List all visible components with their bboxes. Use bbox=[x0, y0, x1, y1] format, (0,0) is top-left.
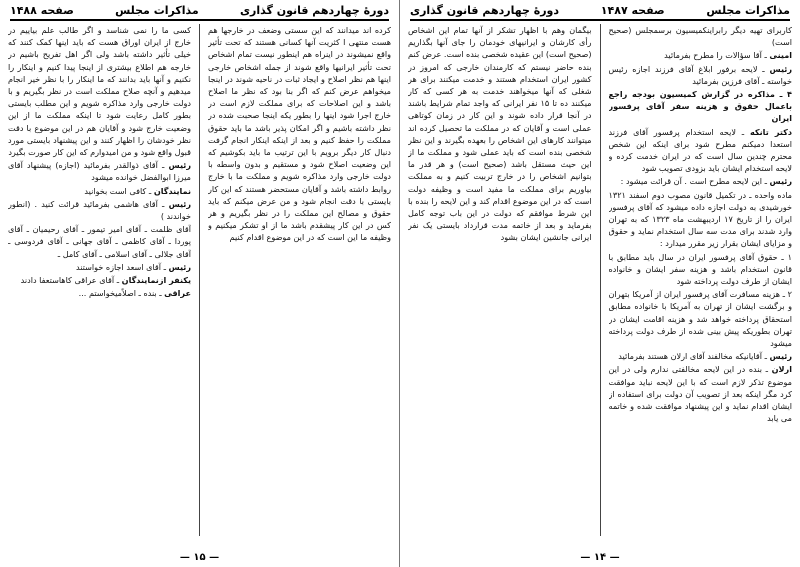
speech bbox=[609, 49, 793, 61]
speaker-name: نمایندگان bbox=[153, 185, 191, 196]
speech bbox=[609, 175, 793, 187]
paragraph: کرده اند میدانند که این سستی وضعف در خارجها هم هست منتهی ا کثریت آنها کسانی هستند که تحت تأثیر واقع نمیشوند در اینراه هم اینطور نیست تمام اشخاص تحت تأثیر ایرانیها واقع شوند از جمله اشخاص خارجی اینها هم نظر اصلاح و ایجاد ثبات در ناحیه شوند در اینجا میخواهم عرض کنم که اگر بنا بود که نظر ما اصلاح باشد و این اصلاحات که برای مملکت لازم است در خارج اجرا شود اینها را بطور یکه اینجا صحبت شده در نظر داشته باشیم و اگر امکان پذیر باشد ما باید حقوق مملکت را حفظ کنیم و بعد از اینکه اینکار انجام گرفت دنبال کار دیگر برویم با این ترتیب ما باید بکوشیم که این وضعیت اصلاح شود و مستقیم و بدون واسطه با دولت خارجی وارد مذاکره شویم و مملکت ما با خارج روابط داشته باشد و آقایان مستحضر هستند که این کار بایستی با دقت انجام شود و من عرض میکنم که باید حقوق و مصالح این مملکت را در نظر بگیریم و هر کس در این کار پیشقدم باشد ما از او تشکر میکنیم و وظیفه ما این است که در این موضوع اقدام کنیم bbox=[208, 25, 391, 243]
speech bbox=[8, 159, 191, 183]
law-item: ۲ ـ هزینه مسافرت آقای پرفسور ایران از آمریکا بتهران و برگشت ایشان از تهران به آمریکا با خانواده مطابق استحقاق پرداخته خواهد شد و هزینه اقامت ایشان در تهران بطوریکه پیش بینی شده از طرف دولت پرداخته میشود bbox=[608, 289, 792, 349]
speaker-name: رئیس bbox=[168, 160, 191, 171]
text-columns bbox=[8, 24, 391, 536]
speaker-name: رئیس bbox=[769, 176, 792, 187]
speech-text: ـ آقای ذوالقدر بفرمائید (اجازه) پیشنهاد آقای میرزا ابوالفضل خوانده میشود bbox=[8, 160, 191, 183]
speech-text: ـ آقا سؤالات را مطرح بفرمائید bbox=[664, 50, 767, 61]
speaker-name: ارلان bbox=[771, 364, 792, 375]
header-session: دورهٔ چهاردهم قانون گذاری bbox=[410, 4, 560, 17]
speech bbox=[609, 363, 793, 424]
speech-text: ـ آقایانیکه مخالفند آقای ارلان هستند بفرمائید bbox=[618, 351, 767, 362]
section-heading: ۴ ـ مذاکره در گزارش کمیسیون بودجه راجع باعمال حقوق و هزینه سفر آقای پرفسور ایران bbox=[608, 89, 792, 124]
speaker-name: رئیس bbox=[168, 261, 191, 272]
speech-text: ـ این لایحه مطرح است . آن قرائت میشود : bbox=[620, 176, 767, 187]
speech-text: ـ بنده ـ اصلاًمیخواستم ... bbox=[78, 288, 162, 299]
page-header bbox=[410, 4, 790, 21]
column-right bbox=[208, 24, 391, 536]
page-header bbox=[10, 4, 389, 21]
page-right bbox=[400, 0, 800, 567]
speech-text: ـ لایحه استخدام پرفسور آقای فرزند استعدا دمیکنم مطرح شود برای اینکه این شخص محترم چندین سال است که در ایران خدمت کرده و لایحه استخدام ایشان باید بزودی تصویب شود bbox=[608, 126, 792, 174]
law-text: ماده واحده ـ در تکمیل قانون مصوب دوم اسفند ۱۳۲۱ خورشیدی به دولت اجازه داده میشود که آقای پرفسور ایران را از تاریخ ۱۷ اردیبهشت ماه ۱۳۲۳ که به تهران وارد شدند برای مدت سه سال استخدام نماید و حقوق و مزایای ایشان بقرار زیر مقرر میدارد : bbox=[608, 189, 792, 249]
speaker-name: دکتر تانکه bbox=[750, 126, 792, 137]
paragraph: کاربرای تهیه دیگر رابراینکمیسیون برسمجلس (صحیح است) bbox=[608, 25, 792, 48]
signatory-names: آقای ظلمت ـ آقای امیر تیمور ـ آقای رحیمیان ـ آقای پوردا ـ آقای کاظمی ـ آقای جهانی ـ آقای فردوسی ـ آقای جلالی ـ آقای اسلامی ـ آقای کامل ـ bbox=[8, 224, 191, 259]
header-page: صفحه ۱۴۸۸ bbox=[10, 4, 74, 17]
speaker-name: امینی bbox=[769, 50, 792, 61]
speaker-name: رئیس bbox=[769, 63, 792, 74]
speaker-name: رئیس bbox=[769, 351, 792, 362]
speech-text: ـ لایحه برفور ابلاغ آقای فرزند اجازه رئیس خواسته ـ آقای فرزین بفرمائید bbox=[608, 63, 792, 86]
paragraph: کسی ما را نمی شناسد و اگر طالب علم بیاییم در خارج از ایران اوراق هست که باید اینها کمک کنند که خیلی تأثیر داشته باشد ولی اگر اهل تفریح باشیم در خارجه هم اطلاع بیشتری از اینجا پیدا کنیم و اینکار را نکنیم و آنها باید بدانند که ما اینکار را با نظر خیر انجام میدهیم و آنچه صلاح مملکت است در نظر بگیریم و با دولت خارجی وارد مذاکره شویم و این مطلب بایستی بطور کامل رعایت شود تا اینکه مملکت ما از این وضعیت خارج شود و آقایان هم در این موضوع با دقت نظر خودشان را اظهار کنند و این پیشنهاد بایستی مورد قبول واقع شود و من امیدوارم که این کار صورت بگیرد bbox=[8, 25, 191, 158]
column-left bbox=[408, 24, 592, 536]
speech bbox=[8, 185, 191, 197]
page-number: — ۱۴ — bbox=[580, 552, 620, 563]
header-title: مذاکرات مجلس bbox=[706, 4, 790, 17]
column-divider bbox=[600, 24, 601, 536]
speech-text: ـ آقای اسعد اجازه خواستند bbox=[75, 261, 166, 272]
header-title: مذاکرات مجلس bbox=[115, 4, 199, 17]
header-page: صفحه ۱۴۸۷ bbox=[600, 4, 665, 17]
header-session: دورهٔ چهاردهم قانون گذاری bbox=[239, 4, 389, 17]
column-left bbox=[8, 24, 191, 536]
speech bbox=[8, 198, 191, 222]
speech-text: ـ کافی است بخوانید bbox=[84, 185, 152, 196]
speech bbox=[609, 126, 793, 175]
speaker-name: رئیس bbox=[168, 198, 191, 209]
text-columns bbox=[408, 24, 792, 536]
speaker-name: عراقی bbox=[164, 288, 191, 299]
page-number: — ۱۵ — bbox=[179, 552, 220, 563]
column-right bbox=[609, 24, 793, 536]
speech bbox=[8, 274, 191, 286]
speech bbox=[609, 350, 793, 362]
speaker-name: یکنفر ازنمایندگان bbox=[121, 275, 191, 286]
speech bbox=[609, 63, 793, 87]
speech bbox=[8, 287, 191, 299]
speech-text: ـ آقای عراقی کاهاستعفا دادند bbox=[20, 275, 120, 286]
speech bbox=[8, 261, 191, 273]
column-divider bbox=[199, 24, 200, 536]
law-item: ۱ ـ حقوق آقای پرفسور ایران در سال باید مطابق با قانون استخدام باشد و هزینه سفر ایشان و خانواده ایشان از طرف دولت پرداخته شود bbox=[608, 251, 792, 287]
paragraph: بیگمان وهم با اظهار تشکر از آنها تمام این اشخاص رأی کارشان و ایرانیهای خودمان را جای آنها بگذاریم (صحیح است) این عقیده شخصی بنده است. عرض کنم بنده حاضر نیستم که کارمندان خارجی که امروز در کشور ایران استخدام هستند و خدمت میکنند برای هر شغلی که آنها میخواهند خدمت به هر کسی که کار میکنند ده تا ۱۵ نفر ایرانی که واجد تمام شرایط باشند در آنجا قرار داده شوند و این کار در زمان کوتاهی عملی است و آقایان که در مملکت ما تحصیل کرده اند میتوانند کارهای این اشخاص را بعهده بگیرند و این نظر شخصی بنده است که باید عملی شود و مملکت ما از این حیث مستقل باشد (صحیح است) و هر قدر ما بتوانیم اشخاص را در خارج تربیت کنیم و به مملکت بیاوریم برای مملکت ما مفید است و وظیفه دولت است که در این موضوع اقدام کند و این لایحه را بنده با این شرط موافقم که دولت در این باب توجه کامل بفرماید و بعد از خاتمه مدت قرارداد بایستی یک نفر ایرانی جانشین ایشان بشود bbox=[408, 25, 592, 243]
speech-text: ـ آقای هاشمی بفرمائید قرائت کنید . (انطور خواندند ) bbox=[8, 198, 191, 222]
speech-text: ـ بنده در این لایحه مخالفتی ندارم ولی در این موضوع تذکر لازم است که با این لایحه نباید موافقت کرد مگر اینکه بعد از تصویب آن دولت برای استفاده از ایشان اقدام نماید و این پیشنهاد موافقت شده و خاتمه می یابد bbox=[608, 364, 792, 424]
